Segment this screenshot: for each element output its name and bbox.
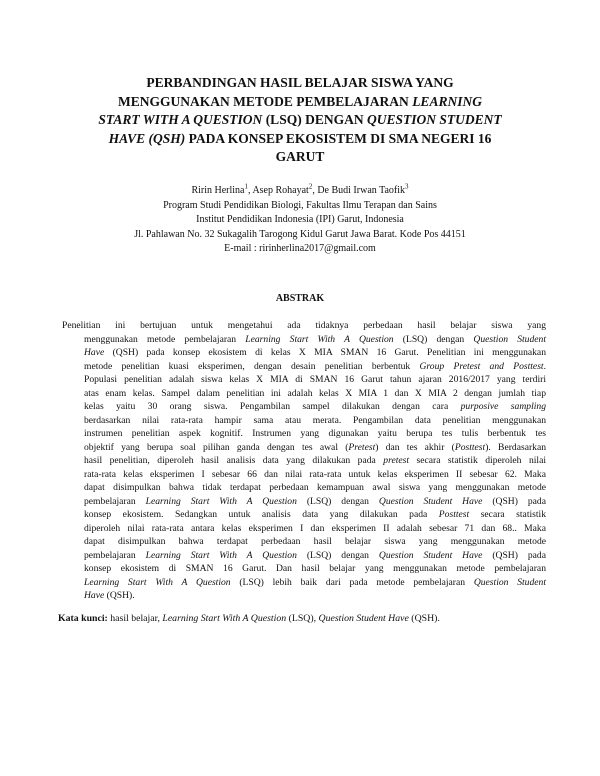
abstract-line: pembelajaran Learning Start With A Question (LSQ) dengan Question Student Have (QSH) pada: [84, 549, 546, 561]
abstract-line: berdasarkan nilai rata-rata hampir sama atau merata. Pengambilan data penelitian menggunakan: [84, 414, 546, 426]
author-name: Ririn Herlina: [191, 185, 245, 196]
abstract-line: Populasi penelitian adalah siswa kelas X MIA di SMAN 16 Garut tahun ajaran 2016/2017 yang terdiri: [84, 374, 546, 385]
abstract-line: konsep ekosistem di SMAN 16 Garut. Dan hasil belajar yang menggunakan metode pembelajaran: [84, 563, 546, 574]
abstract-line: objektif yang berupa soal pilihan ganda dengan tes awal (Pretest) dan tes akhir (Posttest). Berdasarkan: [84, 441, 546, 453]
author-department: Program Studi Pendidikan Biologi, Fakultas Ilmu Terapan dan Sains: [163, 199, 437, 211]
abstract-line: diperoleh nilai rata-rata antara kelas eksperimen I dan eksperimen II adalah sebesar 71 dan 68.. Maka: [84, 522, 546, 534]
abstract-line: Penelitian ini bertujuan untuk mengetahui ada tidaknya perbedaan hasil belajar siswa yang: [62, 320, 546, 331]
author-affiliation-mark: 1: [244, 182, 248, 191]
title-line: START WITH A QUESTION (LSQ) DENGAN QUESTION STUDENT: [98, 112, 502, 127]
abstract-line: dapat disimpulkan bahwa tidak terdapat perbedaan kemampuan awal siswa yang menggunakan metode: [84, 482, 546, 493]
abstract-heading: ABSTRAK: [275, 293, 325, 304]
title-line: HAVE (QSH) PADA KONSEP EKOSISTEM DI SMA NEGERI 16: [108, 130, 492, 146]
author-block: [40, 184, 560, 257]
abstract-line: metode penelitian kuasi eksperimen, dengan desain penelitian berbentuk Group Pretest and Posttest.: [84, 360, 546, 372]
abstract-line: kelas yaitu 30 orang siswa. Pengambilan sampel dilakukan dengan cara purposive sampling: [84, 401, 546, 412]
paper-title: [62, 74, 538, 167]
abstract-line: menggunakan metode pembelajaran Learning Start With A Question (LSQ) dengan Question Student: [84, 333, 546, 345]
abstract-line: Learning Start With A Question (LSQ) lebih baik dari pada metode pembelajaran Question Student: [84, 576, 546, 588]
author-affiliation-mark: 2: [308, 182, 313, 191]
author-address: Jl. Pahlawan No. 32 Sukagalih Tarogong Kidul Garut Jawa Barat. Kode Pos 44151: [134, 228, 466, 240]
title-line: GARUT: [275, 149, 325, 164]
title-line: MENGGUNAKAN METODE PEMBELAJARAN LEARNING: [118, 93, 482, 109]
author-affiliation-mark: 3: [405, 182, 409, 191]
author-separator: ,: [247, 185, 253, 196]
abstract-body: [62, 319, 547, 603]
author-name: De Budi Irwan Taofik: [317, 185, 406, 196]
abstract-line: Have (QSH).: [84, 590, 135, 601]
author-names: [40, 184, 560, 199]
abstract-line: dapat disimpulkan bahwa terdapat perbedaan hasil belajar siswa yang menggunakan metode: [84, 536, 546, 547]
keywords-line: [58, 612, 558, 625]
author-email: E-mail : ririnherlina2017@gmail.com: [224, 243, 376, 254]
abstract-line: Have (QSH) pada konsep ekosistem di kelas X MIA SMAN 16 Garut. Penelitian ini menggunakan: [84, 347, 546, 358]
abstract-line: pembelajaran Learning Start With A Question (LSQ) dengan Question Student Have (QSH) pada: [84, 495, 546, 507]
author-name: Asep Rohayat: [252, 185, 309, 196]
abstract-line: hasil penelitian, diperoleh hasil analisis data yang dilakukan pada pretest secara statistik diperoleh nilai: [84, 455, 546, 466]
abstract-line: rata-rata kelas eksperimen I sebesar 66 dan nilai rata-rata untuk kelas eksperimen II sebesar 62. Maka: [84, 468, 546, 480]
abstract-line: atas enam kelas. Sampel dalam penelitian ini adalah kelas X MIA 1 dan X MIA 2 dengan jumlah tiap: [84, 387, 546, 399]
abstract-line: konsep ekosistem. Sedangkan untuk analisis data yang dilakukan pada Posttest secara statistik: [84, 509, 547, 520]
title-line: PERBANDINGAN HASIL BELAJAR SISWA YANG: [146, 75, 454, 90]
keywords-text: hasil belajar, Learning Start With A Question (LSQ), Question Student Have (QSH).: [110, 613, 440, 624]
author-separator: ,: [312, 185, 318, 196]
abstract-line: instrumen penelitian aspek kognitif. Instrumen yang digunakan yaitu berupa tes tulis berbentuk tes: [84, 428, 546, 439]
keywords-label: Kata kunci:: [58, 613, 108, 624]
author-institution: Institut Pendidikan Indonesia (IPI) Garut, Indonesia: [196, 214, 404, 225]
